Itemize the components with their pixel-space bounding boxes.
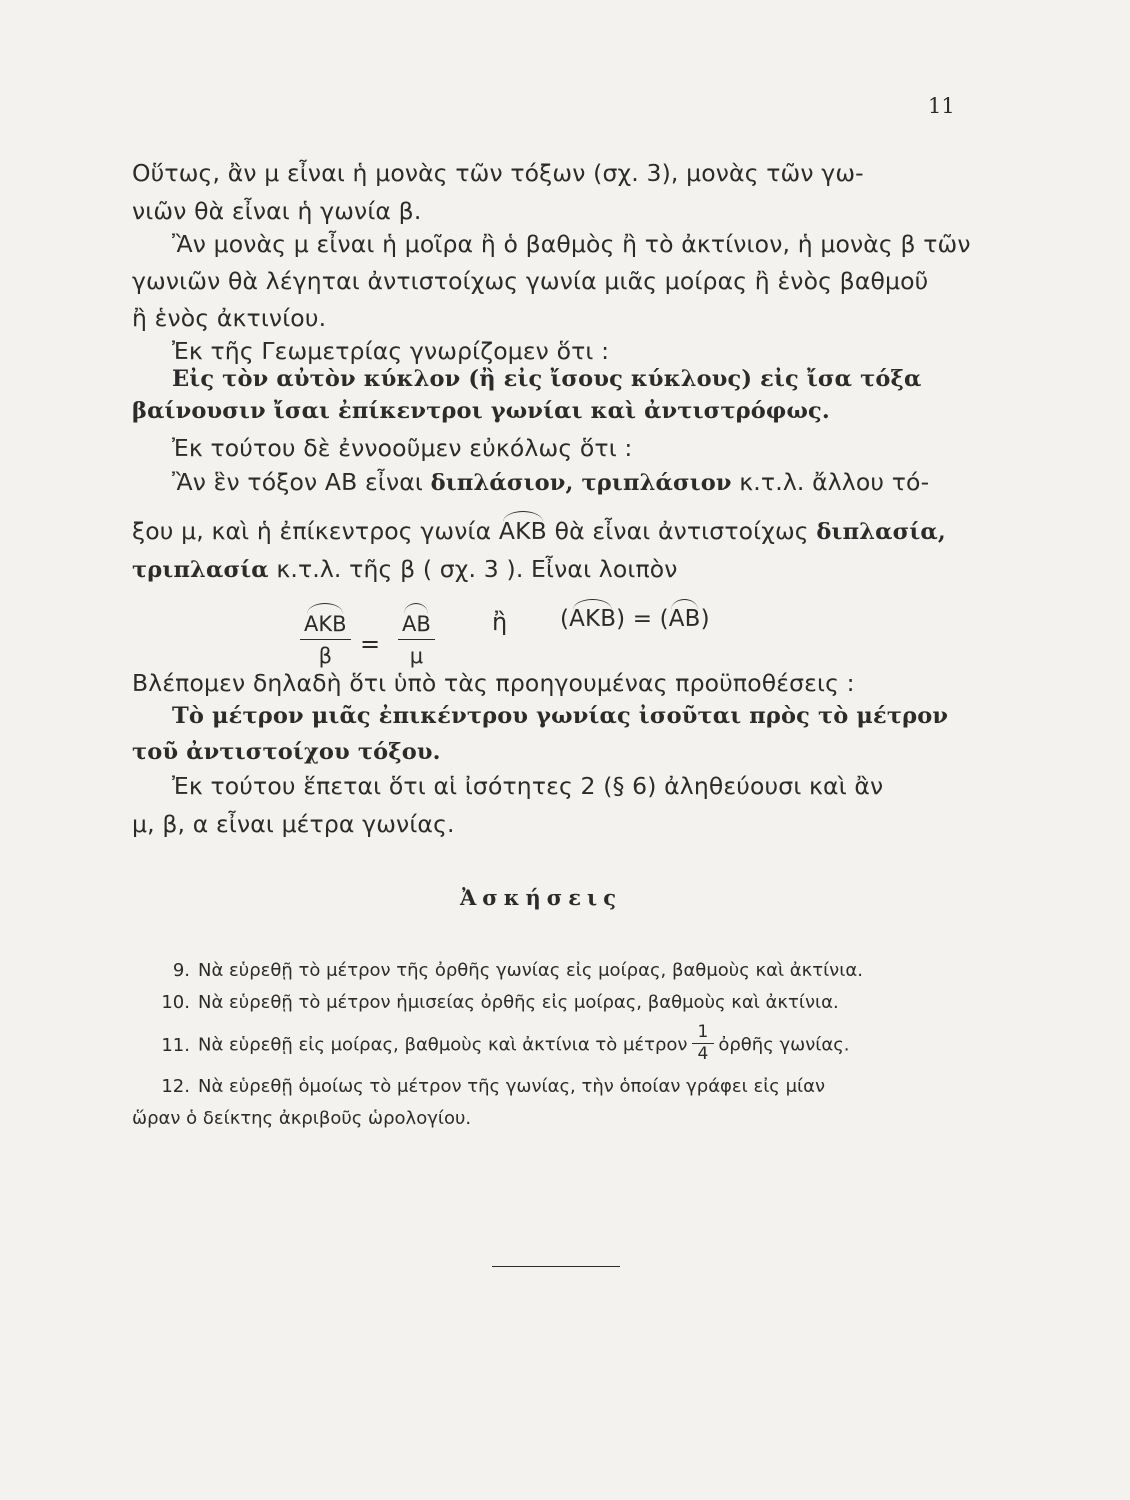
theorem-line: Εἰς τὸν αὐτὸν κύκλον (ἢ εἰς ἴσους κύκλους) εἰς ἴσα τόξα (172, 366, 922, 392)
arc-notation: ΑΒ (668, 606, 701, 632)
exercise-text: Νὰ εὑρεθῇ τὸ μέτρον τῆς ὀρθῆς γωνίας εἰς μοίρας, βαθμοὺς καὶ ἀκτίνια. (198, 960, 863, 981)
arc-notation: ΑΚΒ (569, 606, 617, 632)
arc-notation: ΑΒ (402, 612, 431, 636)
arc-notation: ΑΚΒ (498, 517, 547, 545)
theorem-line: βαίνουσιν ἴσαι ἐπίκεντροι γωνίαι καὶ ἀντιστρόφως. (132, 398, 830, 424)
text-span: κ.τ.λ. τῆς β ( σχ. 3 ). Εἶναι λοιπὸν (268, 555, 678, 583)
text-line (132, 555, 678, 583)
text-span: θὰ εἶναι ἀντιστοίχως (546, 517, 817, 545)
paren: ) (700, 606, 710, 632)
bold-span: διπλασία, (816, 519, 946, 545)
paren-equals: ) = ( (616, 606, 669, 632)
equals-sign: = (360, 630, 381, 658)
text-line: ἢ ἑνὸς ἀκτινίου. (132, 304, 327, 332)
paren: ( (560, 606, 570, 632)
text-line: νιῶν θὰ εἶναι ἡ γωνία β. (132, 197, 422, 225)
exercise-item (148, 994, 839, 1012)
text-span: ξου μ, καὶ ἡ ἐπίκεντρος γωνία (132, 517, 499, 545)
text-line: Οὕτως, ἂν μ εἶναι ἡ μονὰς τῶν τόξων (σχ. 3), μονὰς τῶν γω- (132, 159, 864, 187)
exercises-heading: Ἀσκήσεις (460, 885, 622, 910)
arc-notation: ΑΚΒ (304, 612, 347, 636)
exercise-text: Νὰ εὑρεθῇ εἰς μοίρας, βαθμοὺς καὶ ἀκτίνια τὸ μέτρον (198, 1034, 688, 1056)
text-span: κ.τ.λ. ἄλλου τό- (731, 468, 930, 496)
page-number: 11 (928, 94, 955, 118)
end-rule (492, 1266, 620, 1267)
exercise-text: Νὰ εὑρεθῇ τὸ μέτρον ἡμισείας ὀρθῆς εἰς μοίρας, βαθμοὺς καὶ ἀκτίνια. (198, 992, 839, 1013)
text-line: γωνιῶν θὰ λέγηται ἀντιστοίχως γωνία μιᾶς μοίρας ἢ ἑνὸς βαθμοῦ (132, 267, 929, 295)
equation-parenthesized (560, 608, 710, 631)
fraction-one-quarter (692, 1024, 715, 1063)
exercise-number: 12. (161, 1076, 190, 1097)
exercise-continuation: ὥραν ὁ δείκτης ἀκριβοῦς ὡρολογίου. (132, 1108, 472, 1129)
exercise-number: 10. (161, 992, 190, 1013)
exercise-text: ὀρθῆς γωνίας. (718, 1034, 850, 1056)
denominator: 4 (697, 1044, 709, 1064)
text-line: Ἐκ τούτου δὲ ἐννοοῦμεν εὐκόλως ὅτι : (172, 434, 633, 462)
text-line: μ, β, α εἶναι μέτρα γωνίας. (132, 810, 455, 838)
exercise-item (148, 1078, 825, 1096)
fraction-ab-over-mu (398, 612, 435, 668)
bold-span: διπλάσιον, τριπλάσιον (430, 470, 732, 496)
numerator: 1 (692, 1024, 715, 1044)
theorem-line: Τὸ μέτρον μιᾶς ἐπικέντρου γωνίας ἰσοῦται πρὸς τὸ μέτρον (172, 703, 949, 729)
text-span: Ἂν ἓν τόξον ΑΒ εἶναι (172, 468, 431, 496)
exercise-item (148, 962, 863, 980)
theorem-line: τοῦ ἀντιστοίχου τόξου. (132, 739, 441, 765)
denominator: β (318, 644, 332, 668)
text-line: Ἐκ τούτου ἕπεται ὅτι αἱ ἰσότητες 2 (§ 6) ἀληθεύουσι καὶ ἂν (172, 772, 884, 800)
text-line: Ἐκ τῆς Γεωμετρίας γνωρίζομεν ὅτι : (172, 337, 610, 365)
text-line: Βλέπομεν δηλαδὴ ὅτι ὑπὸ τὰς προηγουμένας προϋποθέσεις : (132, 669, 855, 697)
exercise-number: 9. (172, 960, 190, 981)
text-line (172, 468, 930, 496)
bold-span: τριπλασία (132, 557, 269, 583)
exercise-text: Νὰ εὑρεθῇ ὁμοίως τὸ μέτρον τῆς γωνίας, τὴν ὁποίαν γράφει εἰς μίαν (198, 1076, 826, 1097)
exercise-item (148, 1022, 850, 1065)
text-line: Ἂν μονὰς μ εἶναι ἡ μοῖρα ἢ ὁ βαθμὸς ἢ τὸ ἀκτίνιον, ἡ μονὰς β τῶν (172, 230, 971, 258)
exercise-number: 11. (161, 1034, 190, 1056)
text-line (132, 517, 946, 545)
fraction-akb-over-b (300, 612, 351, 668)
denominator: μ (409, 644, 424, 668)
or-word: ἢ (492, 608, 508, 636)
